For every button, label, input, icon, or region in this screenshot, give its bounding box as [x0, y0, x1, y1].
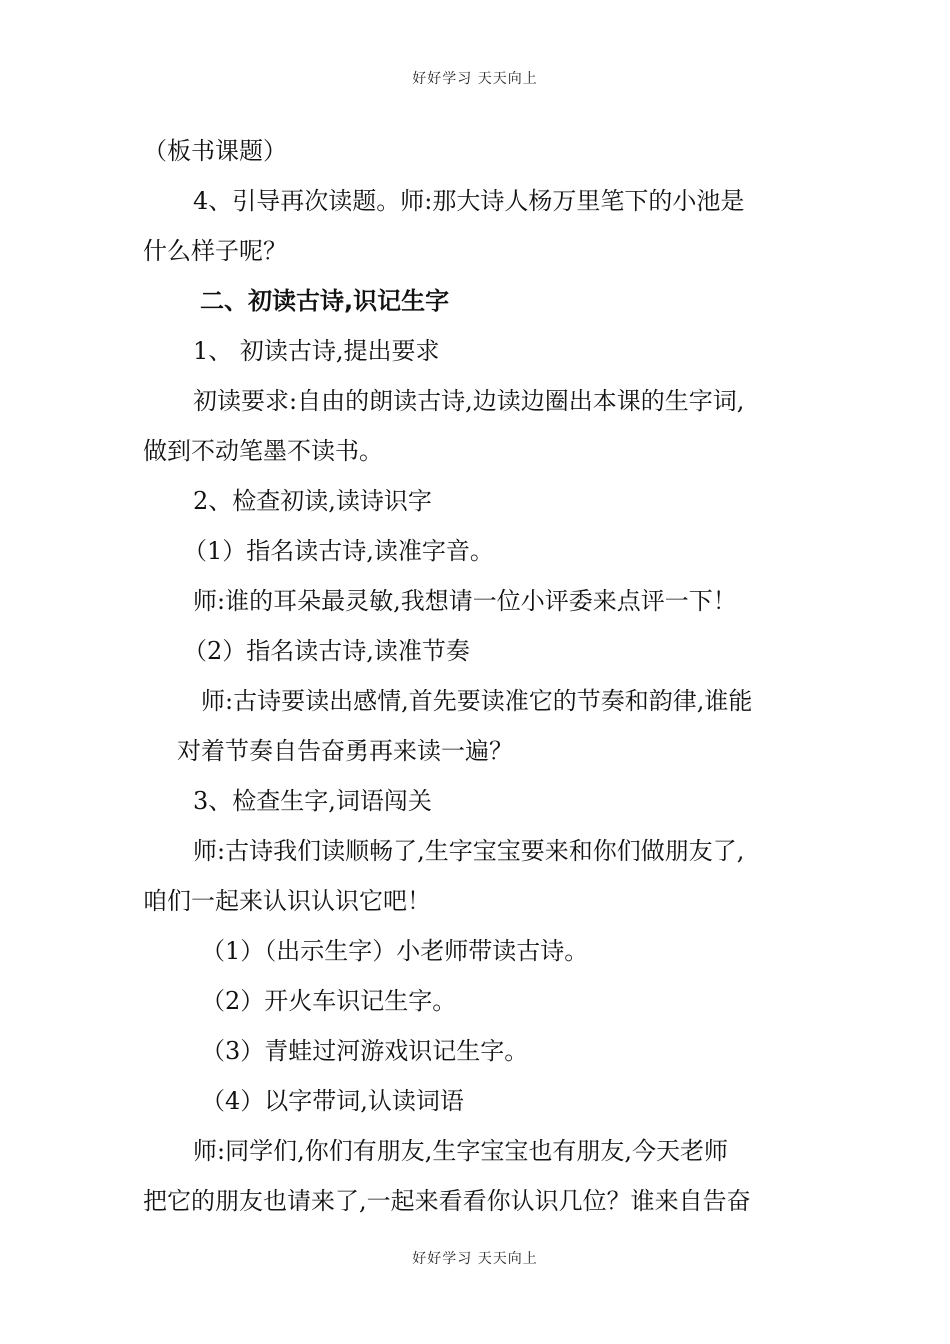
paragraph-line: 师:谁的耳朵最灵敏,我想请一位小评委来点评一下！ — [193, 587, 737, 615]
paragraph-line: （2）开火车识记生字。 — [201, 987, 457, 1015]
paragraph-line: 2、检查初读,读诗识字 — [193, 487, 432, 515]
paragraph-line: 什么样子呢？ — [143, 237, 287, 265]
paragraph-line: （1）指名读古诗,读准字音。 — [183, 537, 494, 565]
paragraph-line: 3、检查生字,词语闯关 — [193, 787, 432, 815]
paragraph-line: 4、引导再次读题。师:那大诗人杨万里笔下的小池是 — [193, 187, 745, 215]
paragraph-line: （1）（出示生字）小老师带读古诗。 — [201, 937, 589, 965]
paragraph-line: 师:古诗我们读顺畅了,生字宝宝要来和你们做朋友了, — [193, 837, 745, 865]
paragraph-line: 咱们一起来认识认识它吧！ — [143, 887, 431, 915]
paragraph-line: 师:古诗要读出感情,首先要读准它的节奏和韵律,谁能 — [201, 687, 753, 715]
paragraph-line: 初读要求:自由的朗读古诗,边读边圈出本课的生字词, — [193, 387, 745, 415]
paragraph-line: 师:同学们,你们有朋友,生字宝宝也有朋友,今天老师 — [193, 1137, 728, 1165]
paragraph-line: 做到不动笔墨不读书。 — [143, 437, 383, 465]
page-footer: 好好学习 天天向上 — [412, 1251, 538, 1267]
paragraph-line: 1、 初读古诗,提出要求 — [193, 337, 440, 365]
paragraph-line: （板书课题） — [143, 137, 287, 165]
section-heading: 二、初读古诗,识记生字 — [200, 287, 450, 315]
paragraph-line: （3）青蛙过河游戏识记生字。 — [201, 1037, 529, 1065]
paragraph-line: （4）以字带词,认读词语 — [201, 1087, 464, 1115]
paragraph-line: 把它的朋友也请来了,一起来看看你认识几位？谁来自告奋 — [143, 1187, 751, 1215]
paragraph-line: （2）指名读古诗,读准节奏 — [183, 637, 470, 665]
page-header: 好好学习 天天向上 — [412, 71, 538, 87]
paragraph-line: 对着节奏自告奋勇再来读一遍？ — [177, 737, 513, 765]
